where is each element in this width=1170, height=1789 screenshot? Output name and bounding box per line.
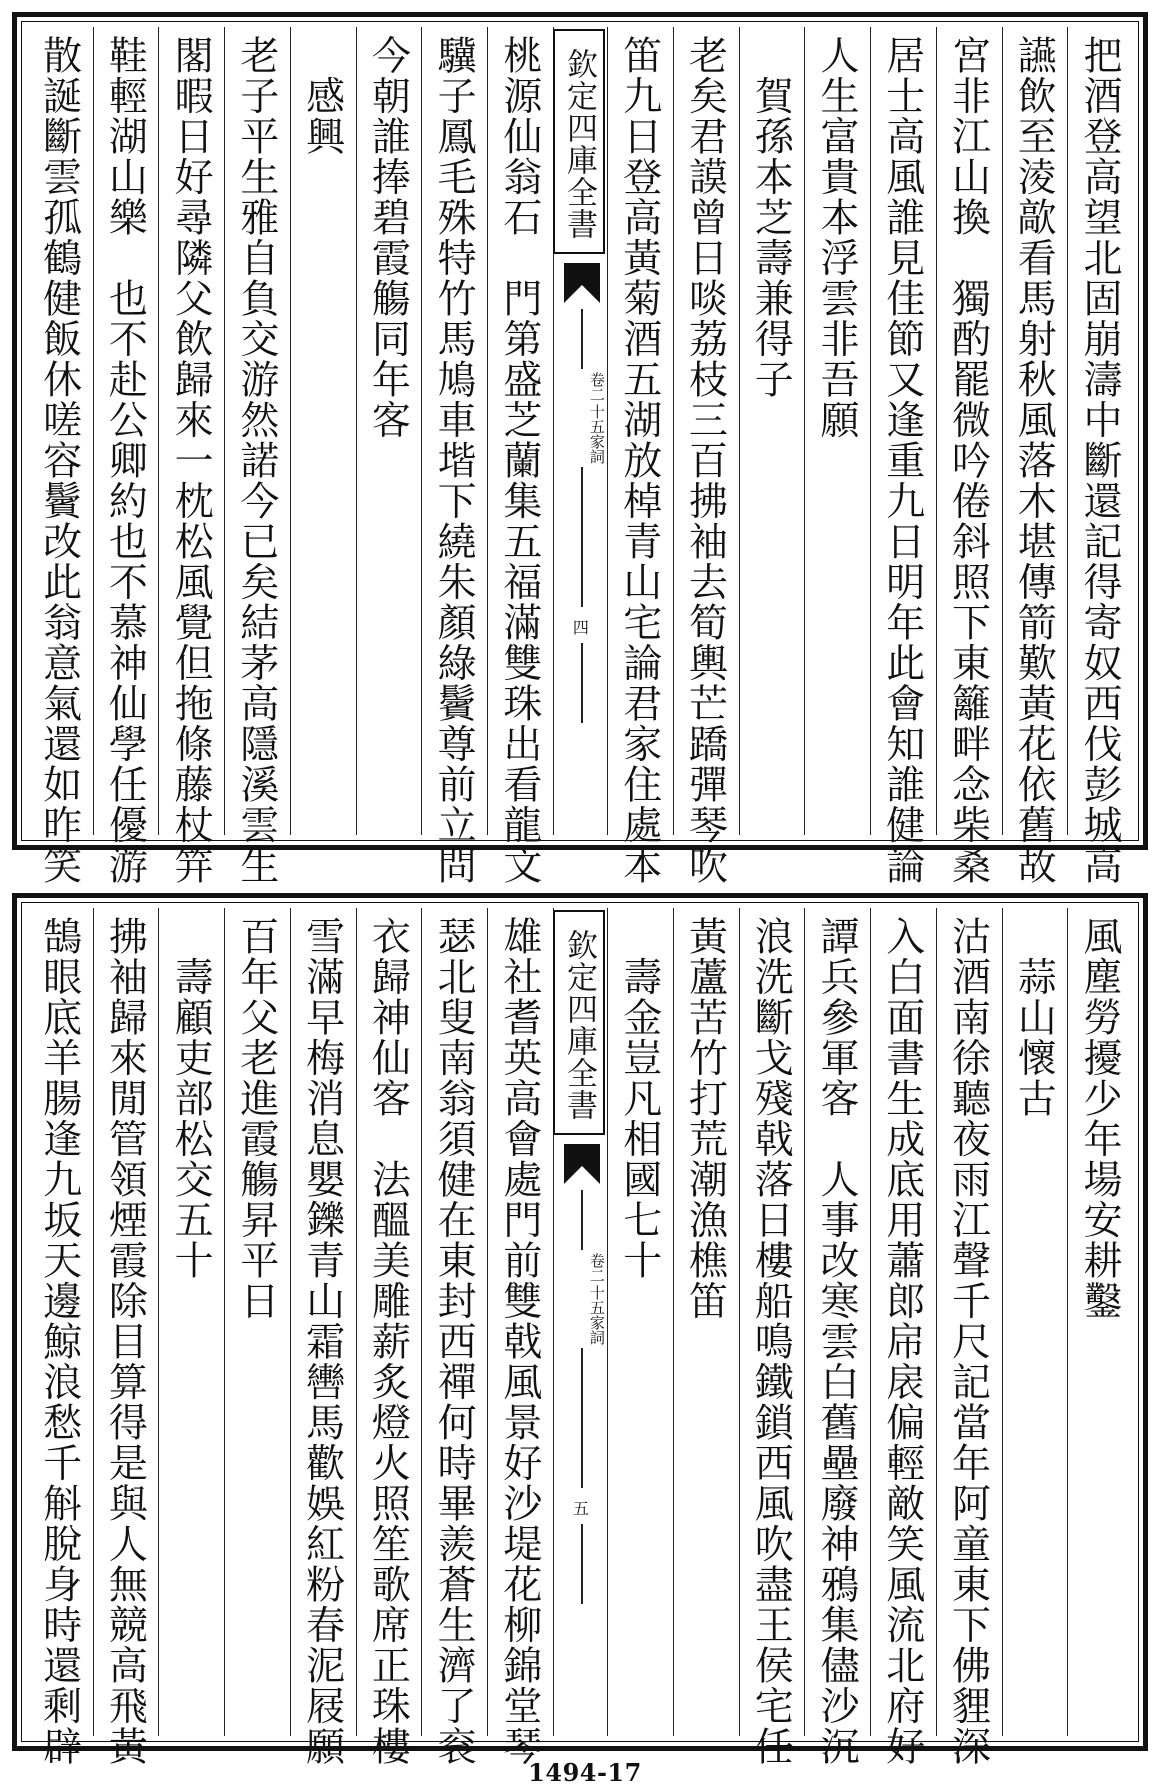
text-column (804, 908, 870, 1767)
fold-rule (581, 643, 583, 723)
column-text: 宮非江山換 獨酌罷微吟倦斜照下東籬畔念柴桑 (945, 35, 991, 886)
column-text: 老子平生雅自負交游然諾今已矣結茅高隱溪雲生 (233, 35, 279, 886)
column-text: 入白面書生成底用蕭郎帍扆偏輕敵笑風流北府好 (879, 916, 925, 1767)
text-column (93, 27, 159, 886)
text-column (27, 908, 93, 1767)
text-column (290, 908, 356, 1767)
column-text: 感興 (299, 35, 345, 157)
fold-collection: 十五家詞 (587, 404, 606, 464)
text-column (27, 27, 93, 886)
column-text: 笛九日登高黃菊酒五湖放棹青山宅論君家住處本 (616, 35, 662, 886)
text-column (870, 27, 936, 886)
text-column (421, 908, 487, 1767)
text-column (1002, 908, 1068, 1736)
column-text: 散誕斷雲孤鶴健飯休嗟容鬢改此翁意氣還如昨笑 (36, 35, 82, 886)
column-text: 今朝誰捧碧霞觴同年客 (365, 35, 411, 440)
fold-rule (581, 1524, 583, 1604)
text-column (607, 908, 673, 1736)
column-text: 讌飲至淩歊看馬射秋風落木堪傳箭歎黃花依舊故 (1011, 35, 1057, 886)
column-text: 賀孫本芝壽兼得子 (748, 35, 794, 400)
column-text: 閣暇日好尋隣父飲歸來一枕松風覺但拖條藤杖笄 (168, 35, 214, 886)
text-column (158, 27, 224, 886)
text-column (1067, 27, 1133, 886)
text-column (487, 27, 553, 886)
fold-center-column (553, 908, 607, 1736)
text-column (1002, 27, 1068, 886)
text-column (290, 27, 356, 835)
column-text: 驥子鳳毛殊特竹馬鳩車堦下繞朱顏綠鬢尊前立問 (431, 35, 477, 886)
column-text: 雄社耆英高會處門前雙戟風景好沙堤花柳錦堂琴 (496, 916, 542, 1767)
text-column (673, 908, 739, 1736)
text-column (936, 27, 1002, 886)
text-column (607, 27, 673, 886)
column-text: 把酒登高望北固崩濤中斷還記得寄奴西伐彭城高 (1077, 35, 1122, 886)
text-column (804, 27, 870, 835)
text-column (870, 908, 936, 1767)
text-column (739, 27, 805, 835)
column-text: 老矣君謨曾日啖荔枝三百拂袖去筍輿芒蹻彈琴吹 (682, 35, 728, 886)
fold-rule (581, 467, 583, 607)
column-text: 蒜山懷古 (1011, 916, 1057, 1119)
fold-volume: 卷二 (587, 372, 606, 402)
text-column (93, 908, 159, 1767)
column-text: 浪洗斷戈殘戟落日樓船鳴鐵鎖西風吹盡王侯宅任 (748, 916, 794, 1767)
fold-page-number: 四 (572, 618, 589, 637)
text-column (224, 27, 290, 886)
column-text: 拂袖歸來閒管領煙霞除目算得是與人無競高飛黃 (102, 916, 148, 1767)
column-text: 鞋輕湖山樂 也不赴公卿約也不慕神仙學任優游 (102, 35, 148, 886)
text-column (356, 27, 422, 835)
column-text: 譚兵參軍客 人事改寒雲白舊壘廢神鴉集儘沙沉 (814, 916, 859, 1767)
column-text: 瑟北叟南翁須健在東封西禪何時畢羨蒼生濟了衮 (431, 916, 477, 1767)
column-text: 壽顧吏部松交五十 (168, 916, 214, 1281)
bottom-text-columns (27, 908, 1133, 1767)
top-text-columns (27, 27, 1133, 886)
column-text: 衣歸神仙客 法醞美雕薪炙燈火照笙歌席正珠樓 (365, 916, 411, 1767)
top-leaf (12, 12, 1148, 886)
text-column (421, 27, 487, 886)
bottom-leaf (12, 893, 1148, 1767)
column-text: 居士高風誰見佳節又逢重九日明年此會知誰健論 (879, 35, 925, 886)
fish-tail-mark-icon (564, 1144, 600, 1184)
fold-title: 欽定四庫全書 (553, 29, 605, 254)
fold-page-number: 五 (572, 1499, 589, 1518)
fold-rule (581, 1190, 583, 1250)
fold-title: 欽定四庫全書 (553, 910, 605, 1135)
fold-info (558, 1253, 606, 1345)
column-text: 黃蘆苦竹打荒潮漁樵笛 (682, 916, 728, 1321)
page-number: 1494-17 (528, 1758, 642, 1787)
text-column (224, 908, 290, 1736)
fold-volume: 卷二 (587, 1253, 606, 1283)
fish-tail-mark-icon (564, 263, 600, 303)
text-column (356, 908, 422, 1767)
text-column (158, 908, 224, 1736)
column-text: 沽酒南徐聽夜雨江聲千尺記當年阿童東下佛貍深 (945, 916, 991, 1767)
column-text: 百年父老進霞觴昇平日 (233, 916, 279, 1321)
column-text: 壽金豈凡相國七十 (616, 916, 662, 1281)
column-text: 風塵勞擾少年場安耕鑿 (1077, 916, 1122, 1321)
fold-info (558, 372, 606, 464)
fold-rule (581, 309, 583, 369)
text-column (1067, 908, 1133, 1736)
text-column (673, 27, 739, 886)
column-text: 雪滿早梅消息嬰鑠青山霜轡馬歡娛紅粉春泥屐願 (299, 916, 345, 1767)
fold-collection: 十五家詞 (587, 1285, 606, 1345)
column-text: 鵠眼底羊腸逢九坂天邊鯨浪愁千斛脫身時還剩辟 (36, 916, 82, 1767)
fold-rule (581, 1348, 583, 1488)
text-column (739, 908, 805, 1767)
text-column (487, 908, 553, 1767)
fold-center-column (553, 27, 607, 835)
column-text: 桃源仙翁石 門第盛芝蘭集五福滿雙珠出看龍文 (496, 35, 542, 886)
text-column (936, 908, 1002, 1767)
column-text: 人生富貴本浮雲非吾願 (814, 35, 859, 440)
